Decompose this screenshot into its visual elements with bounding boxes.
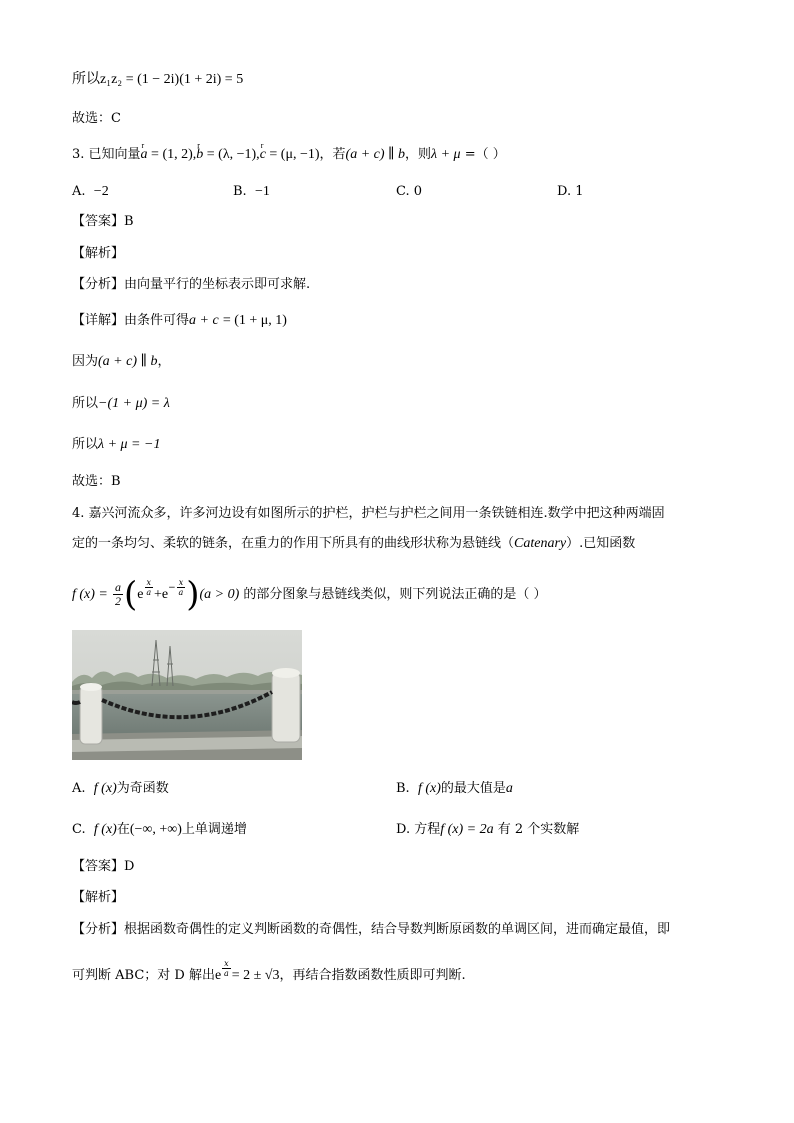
q3-option-b: B. −1	[233, 184, 270, 199]
q3-so-1: 所以−(1 + μ) = λ	[72, 396, 170, 411]
q4-function-definition: f (x) = $\frac{a}{2}$ (e $^{\frac{x}{a}}$ $+e^{- \frac{x}{a}}$ )(a > 0) 的部分图象与悬链线类似，则下列说法正确的是（ ）	[72, 574, 547, 615]
q3-option-d: D. 1	[557, 184, 584, 199]
q4-analysis-heading: 【解析】	[72, 890, 125, 905]
q4-option-d: D. 方程f (x) = 2a 有 2 个实数解	[396, 822, 580, 837]
q3-option-c: C. 0	[396, 184, 423, 199]
q3-brief-analysis: 【分析】由向量平行的坐标表示即可求解.	[72, 277, 311, 292]
q4-brief-analysis-2: 可判断 ABC；对 D 解出e $^{\frac{x}{a}}$ = 2 ± √3，再结合指数函数性质即可判断.	[72, 959, 466, 983]
chain-railing-illustration	[72, 630, 302, 760]
q3-analysis-heading: 【解析】	[72, 246, 125, 261]
q4-option-b: B. f (x)的最大值是a	[396, 781, 513, 796]
q4-option-c: C. f (x)在(−∞, +∞)上单调递增	[72, 822, 247, 837]
z-product-line: 所以z₁z₂ = (1 − 2i)(1 + 2i) = 5	[72, 72, 244, 87]
q3-option-a: A. −2	[72, 184, 109, 199]
chain-railing-photo	[72, 630, 302, 760]
q4-paragraph-2: 定的一条均匀、柔软的链条，在重力的作用下所具有的曲线形状称为悬链线（Catenary）.已知函数	[72, 536, 636, 551]
q4-answer: 【答案】D	[72, 859, 135, 874]
q3-so-2: 所以λ + μ = −1	[72, 437, 161, 452]
q4-brief-analysis-1: 【分析】根据函数奇偶性的定义判断函数的奇偶性，结合导数判断原函数的单调区间，进而确定最值，即	[72, 922, 671, 937]
q4-paragraph-1: 4. 嘉兴河流众多，许多河边设有如图所示的护栏，护栏与护栏之间用一条铁链相连.数学中把这种两端固	[72, 506, 665, 521]
q3-detail: 【详解】由条件可得a + c = (1 + μ, 1)	[72, 313, 287, 328]
answer-choice-prev: 故选：C	[72, 111, 121, 126]
q3-answer: 【答案】B	[72, 214, 134, 229]
q3-because: 因为(a + c) ∥ b，	[72, 354, 171, 369]
q4-option-a: A. f (x)为奇函数	[72, 781, 169, 796]
q3-stem: 3. 已知向量r a = (1, 2),r b = (λ, −1),r c = (μ, −1)，若(a + c) ∥ b，则λ + μ =（ ）	[72, 145, 506, 165]
q3-choose: 故选：B	[72, 474, 121, 489]
